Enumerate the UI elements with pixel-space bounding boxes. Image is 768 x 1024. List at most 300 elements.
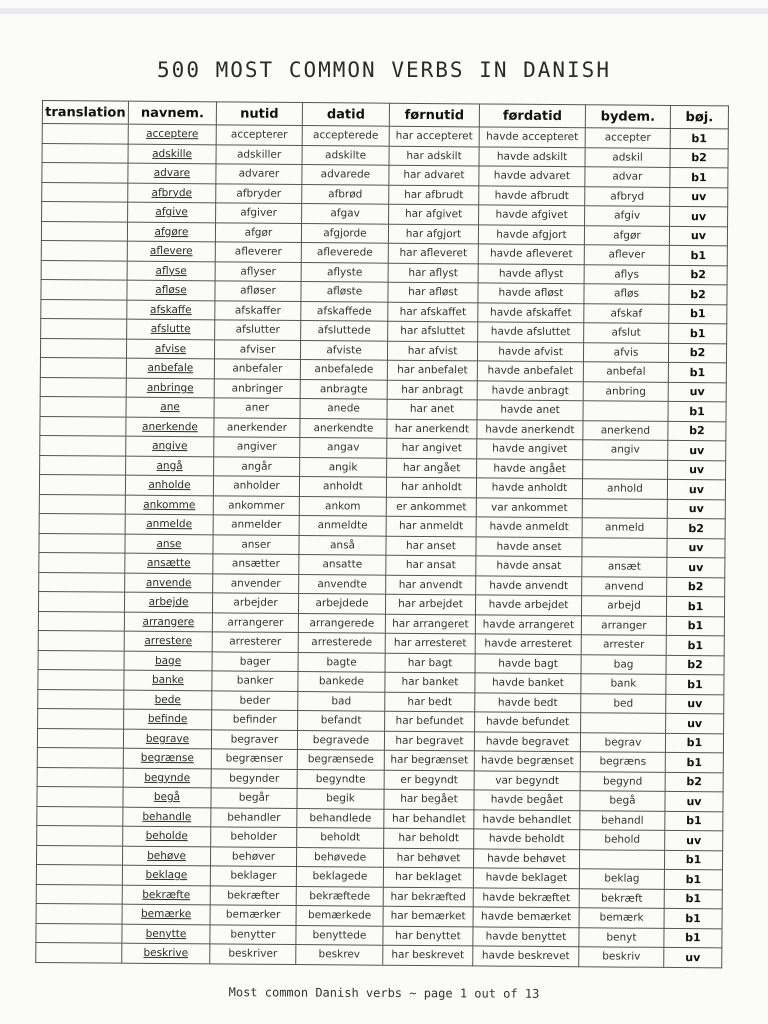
infinitive-cell: angå: [126, 456, 214, 476]
perfect-cell: har befundet: [385, 711, 475, 731]
perfect-cell: har anbefalet: [387, 360, 477, 380]
inflection-cell: b1: [664, 850, 722, 870]
translation-cell: [38, 650, 124, 670]
imperative-cell: afslut: [584, 323, 669, 343]
infinitive-cell: anholde: [125, 475, 213, 495]
present-cell: angiver: [214, 437, 300, 457]
perfect-cell: har anmeldt: [386, 516, 476, 536]
imperative-cell: anmeld: [582, 518, 667, 538]
inflection-cell: b2: [667, 577, 725, 597]
infinitive-cell: beklage: [122, 865, 210, 885]
infinitive-cell: befinde: [124, 709, 212, 729]
translation-cell: [39, 474, 125, 494]
translation-cell: [39, 494, 125, 514]
present-cell: afbryder: [216, 183, 302, 203]
pluperfect-cell: havde banket: [475, 673, 581, 693]
inflection-cell: b2: [666, 655, 724, 675]
present-cell: afløser: [215, 281, 301, 301]
infinitive-cell: afløse: [127, 280, 215, 300]
past-cell: beskrev: [296, 945, 383, 965]
header-navnem: navnem.: [128, 101, 216, 125]
imperative-cell: adskil: [585, 147, 670, 167]
translation-cell: [41, 279, 127, 299]
header-bydem: bydem.: [585, 105, 670, 129]
past-cell: beholdt: [297, 828, 384, 848]
translation-cell: [37, 806, 123, 826]
infinitive-cell: behandle: [123, 807, 211, 827]
present-cell: arresterer: [212, 632, 298, 652]
present-cell: behandler: [211, 807, 297, 827]
translation-cell: [36, 923, 122, 943]
imperative-cell: advar: [585, 167, 670, 187]
perfect-cell: har afgivet: [389, 204, 479, 224]
pluperfect-cell: havde afgivet: [479, 205, 585, 225]
past-cell: ansatte: [299, 555, 386, 575]
perfect-cell: har afvist: [387, 341, 477, 361]
past-cell: afløste: [301, 282, 388, 302]
past-cell: afviste: [300, 340, 387, 360]
present-cell: advarer: [216, 164, 302, 184]
imperative-cell: anvend: [582, 576, 667, 596]
infinitive-cell: afslutte: [127, 319, 215, 339]
infinitive-cell: angive: [126, 436, 214, 456]
imperative-cell: afgiv: [585, 206, 670, 226]
past-cell: bekræftede: [296, 886, 383, 906]
translation-cell: [38, 689, 124, 709]
pluperfect-cell: havde anet: [477, 400, 583, 420]
infinitive-cell: afbryde: [128, 183, 216, 203]
inflection-cell: uv: [667, 499, 725, 519]
perfect-cell: har angivet: [387, 438, 477, 458]
perfect-cell: har accepteret: [389, 126, 479, 146]
header-fordatid: førdatid: [479, 104, 585, 128]
translation-cell: [38, 591, 124, 611]
imperative-cell: afgør: [584, 225, 669, 245]
present-cell: afgør: [215, 222, 301, 242]
infinitive-cell: anmelde: [125, 514, 213, 534]
pluperfect-cell: havde advaret: [479, 166, 585, 186]
past-cell: ankom: [299, 496, 386, 516]
present-cell: befinder: [212, 710, 298, 730]
pluperfect-cell: havde anerkendt: [477, 419, 583, 439]
infinitive-cell: afskaffe: [127, 300, 215, 320]
past-cell: accepterede: [302, 126, 389, 146]
perfect-cell: har benyttet: [383, 926, 473, 946]
page-footer: Most common Danish verbs ~ page 1 out of 13: [228, 985, 540, 1001]
inflection-cell: uv: [667, 557, 725, 577]
imperative-cell: [583, 459, 668, 479]
imperative-cell: begynd: [580, 771, 665, 791]
inflection-cell: b1: [665, 733, 723, 753]
header-datid: datid: [302, 103, 389, 127]
translation-cell: [36, 884, 122, 904]
perfect-cell: har beholdt: [384, 828, 474, 848]
translation-cell: [37, 825, 123, 845]
translation-cell: [42, 163, 128, 183]
infinitive-cell: afvise: [126, 339, 214, 359]
imperative-cell: beklag: [579, 869, 664, 889]
inflection-cell: b1: [666, 596, 724, 616]
translation-cell: [36, 864, 122, 884]
perfect-cell: har begået: [384, 789, 474, 809]
imperative-cell: anhold: [582, 479, 667, 499]
inflection-cell: b1: [670, 128, 728, 148]
present-cell: afgiver: [216, 203, 302, 223]
perfect-cell: har behøvet: [383, 848, 473, 868]
translation-cell: [40, 357, 126, 377]
imperative-cell: benyt: [579, 927, 664, 947]
infinitive-cell: anvende: [125, 573, 213, 593]
translation-cell: [40, 377, 126, 397]
perfect-cell: har begravet: [384, 731, 474, 751]
imperative-cell: arrester: [581, 635, 666, 655]
past-cell: afleverede: [301, 243, 388, 263]
imperative-cell: arbejd: [581, 596, 666, 616]
translation-cell: [41, 221, 127, 241]
present-cell: anvender: [213, 573, 299, 593]
imperative-cell: afbryd: [585, 186, 670, 206]
present-cell: angår: [214, 456, 300, 476]
perfect-cell: har afsluttet: [388, 321, 478, 341]
inflection-cell: b1: [664, 889, 722, 909]
perfect-cell: har beskrevet: [383, 945, 473, 965]
present-cell: accepterer: [216, 125, 302, 145]
header-nutid: nutid: [216, 102, 302, 126]
header-fornutid: førnutid: [389, 103, 479, 127]
inflection-cell: b1: [668, 362, 726, 382]
present-cell: anbefaler: [214, 359, 300, 379]
inflection-cell: b2: [665, 772, 723, 792]
inflection-cell: b1: [666, 616, 724, 636]
inflection-cell: b1: [666, 674, 724, 694]
scan-edge: [0, 8, 768, 14]
infinitive-cell: anbringe: [126, 378, 214, 398]
perfect-cell: har anet: [387, 399, 477, 419]
present-cell: afslutter: [215, 320, 301, 340]
pluperfect-cell: havde anset: [476, 536, 582, 556]
translation-cell: [40, 435, 126, 455]
perfect-cell: har angået: [387, 458, 477, 478]
infinitive-cell: banke: [124, 670, 212, 690]
translation-cell: [41, 240, 127, 260]
perfect-cell: har bekræfted: [383, 887, 473, 907]
translation-cell: [36, 903, 122, 923]
inflection-cell: b1: [669, 323, 727, 343]
infinitive-cell: bage: [124, 651, 212, 671]
present-cell: ansætter: [213, 554, 299, 574]
page-title: 500 MOST COMMON VERBS IN DANISH: [157, 58, 611, 82]
past-cell: arrangerede: [298, 613, 385, 633]
infinitive-cell: arrestere: [124, 631, 212, 651]
pluperfect-cell: var begyndt: [474, 770, 580, 790]
infinitive-cell: afgøre: [127, 222, 215, 242]
present-cell: begraver: [211, 729, 297, 749]
present-cell: afleverer: [215, 242, 301, 262]
pluperfect-cell: havde bekræftet: [473, 887, 579, 907]
imperative-cell: aflys: [584, 264, 669, 284]
inflection-cell: b2: [669, 284, 727, 304]
past-cell: begrænsede: [297, 750, 384, 770]
inflection-cell: uv: [667, 538, 725, 558]
infinitive-cell: bekræfte: [122, 885, 210, 905]
perfect-cell: har banket: [385, 672, 475, 692]
infinitive-cell: ansætte: [125, 553, 213, 573]
past-cell: anså: [299, 535, 386, 555]
perfect-cell: har anvendt: [386, 575, 476, 595]
verb-table-body: [36, 124, 729, 968]
imperative-cell: angiv: [583, 440, 668, 460]
pluperfect-cell: havde beholdt: [474, 829, 580, 849]
past-cell: advarede: [302, 165, 389, 185]
infinitive-cell: ankomme: [125, 495, 213, 515]
perfect-cell: er begyndt: [384, 770, 474, 790]
translation-cell: [37, 747, 123, 767]
imperative-cell: bemærk: [579, 908, 664, 928]
inflection-cell: b2: [668, 343, 726, 363]
imperative-cell: aflever: [584, 245, 669, 265]
pluperfect-cell: havde begravet: [474, 731, 580, 751]
infinitive-cell: arrangere: [124, 612, 212, 632]
infinitive-cell: begå: [123, 787, 211, 807]
translation-cell: [39, 513, 125, 533]
imperative-cell: [579, 849, 664, 869]
verb-table: [35, 100, 729, 968]
past-cell: befandt: [298, 711, 385, 731]
past-cell: behandlede: [297, 808, 384, 828]
pluperfect-cell: havde anmeldt: [476, 517, 582, 537]
translation-cell: [39, 572, 125, 592]
infinitive-cell: advare: [128, 163, 216, 183]
infinitive-cell: begynde: [123, 768, 211, 788]
header-boj: bøj.: [670, 105, 728, 128]
perfect-cell: har anerkendt: [387, 419, 477, 439]
infinitive-cell: anse: [125, 534, 213, 554]
imperative-cell: behold: [580, 830, 665, 850]
pluperfect-cell: havde accepteret: [479, 127, 585, 147]
pluperfect-cell: havde befundet: [475, 712, 581, 732]
past-cell: anbragte: [300, 379, 387, 399]
perfect-cell: har afleveret: [388, 243, 478, 263]
translation-cell: [40, 416, 126, 436]
imperative-cell: behandl: [580, 810, 665, 830]
perfect-cell: har anholdt: [386, 477, 476, 497]
inflection-cell: uv: [665, 791, 723, 811]
present-cell: aner: [214, 398, 300, 418]
translation-cell: [38, 630, 124, 650]
inflection-cell: uv: [668, 460, 726, 480]
inflection-cell: uv: [664, 947, 722, 967]
inflection-cell: b1: [668, 401, 726, 421]
imperative-cell: bag: [581, 654, 666, 674]
inflection-cell: b2: [668, 421, 726, 441]
present-cell: begår: [211, 788, 297, 808]
translation-cell: [39, 552, 125, 572]
imperative-cell: bekræft: [579, 888, 664, 908]
imperative-cell: anbring: [583, 381, 668, 401]
past-cell: bagte: [298, 652, 385, 672]
present-cell: benytter: [210, 924, 296, 944]
perfect-cell: har afløst: [388, 282, 478, 302]
pluperfect-cell: havde anholdt: [476, 478, 582, 498]
perfect-cell: er ankommet: [386, 497, 476, 517]
present-cell: afskaffer: [215, 300, 301, 320]
present-cell: ankommer: [213, 495, 299, 515]
past-cell: arresterede: [298, 633, 385, 653]
perfect-cell: har ansat: [386, 555, 476, 575]
past-cell: afbrød: [302, 184, 389, 204]
imperative-cell: bank: [581, 674, 666, 694]
perfect-cell: har advaret: [389, 165, 479, 185]
pluperfect-cell: havde afløst: [478, 283, 584, 303]
translation-cell: [40, 455, 126, 475]
translation-cell: [41, 299, 127, 319]
translation-cell: [42, 124, 128, 144]
past-cell: benyttede: [296, 925, 383, 945]
imperative-cell: begrav: [580, 732, 665, 752]
pluperfect-cell: havde anbefalet: [477, 361, 583, 381]
past-cell: angik: [300, 457, 387, 477]
past-cell: afskaffede: [301, 301, 388, 321]
past-cell: anerkendte: [300, 418, 387, 438]
infinitive-cell: anbefale: [126, 358, 214, 378]
present-cell: arrangerer: [212, 612, 298, 632]
pluperfect-cell: havde begrænset: [474, 751, 580, 771]
translation-cell: [37, 728, 123, 748]
past-cell: bad: [298, 691, 385, 711]
perfect-cell: har anbragt: [387, 380, 477, 400]
pluperfect-cell: havde ansat: [476, 556, 582, 576]
perfect-cell: har arbejdet: [385, 594, 475, 614]
infinitive-cell: ane: [126, 397, 214, 417]
present-cell: anmelder: [213, 515, 299, 535]
translation-cell: [38, 611, 124, 631]
imperative-cell: ansæt: [582, 557, 667, 577]
past-cell: arbejdede: [298, 594, 385, 614]
pluperfect-cell: havde behandlet: [474, 809, 580, 829]
inflection-cell: b2: [669, 265, 727, 285]
perfect-cell: har bemærket: [383, 906, 473, 926]
pluperfect-cell: havde arbejdet: [475, 595, 581, 615]
past-cell: bemærkede: [296, 906, 383, 926]
present-cell: begrænser: [211, 749, 297, 769]
translation-cell: [42, 182, 128, 202]
infinitive-cell: beskrive: [122, 943, 210, 963]
infinitive-cell: beholde: [123, 826, 211, 846]
present-cell: beklager: [210, 866, 296, 886]
perfect-cell: har bagt: [385, 653, 475, 673]
past-cell: anvendte: [299, 574, 386, 594]
inflection-cell: uv: [669, 226, 727, 246]
infinitive-cell: anerkende: [126, 417, 214, 437]
translation-cell: [42, 143, 128, 163]
pluperfect-cell: havde bedt: [475, 692, 581, 712]
translation-cell: [41, 318, 127, 338]
imperative-cell: [581, 713, 666, 733]
inflection-cell: uv: [666, 713, 724, 733]
infinitive-cell: bemærke: [122, 904, 210, 924]
perfect-cell: har arresteret: [385, 633, 475, 653]
infinitive-cell: arbejde: [124, 592, 212, 612]
translation-cell: [38, 708, 124, 728]
infinitive-cell: adskille: [128, 144, 216, 164]
pluperfect-cell: havde afgjort: [478, 224, 584, 244]
pluperfect-cell: havde afleveret: [478, 244, 584, 264]
pluperfect-cell: havde afbrudt: [479, 185, 585, 205]
inflection-cell: uv: [667, 479, 725, 499]
translation-cell: [37, 786, 123, 806]
translation-cell: [37, 767, 123, 787]
past-cell: beklagede: [296, 867, 383, 887]
inflection-cell: b2: [670, 148, 728, 168]
past-cell: adskilte: [302, 145, 389, 165]
infinitive-cell: afgive: [128, 202, 216, 222]
pluperfect-cell: havde angået: [477, 458, 583, 478]
past-cell: begyndte: [297, 769, 384, 789]
pluperfect-cell: havde begået: [474, 790, 580, 810]
present-cell: bekræfter: [210, 885, 296, 905]
pluperfect-cell: havde arrangeret: [475, 614, 581, 634]
past-cell: afgav: [302, 204, 389, 224]
past-cell: anholdt: [299, 477, 386, 497]
inflection-cell: b1: [665, 752, 723, 772]
inflection-cell: uv: [666, 694, 724, 714]
present-cell: beder: [212, 690, 298, 710]
infinitive-cell: aflevere: [127, 241, 215, 261]
present-cell: anbringer: [214, 378, 300, 398]
inflection-cell: b2: [667, 518, 725, 538]
inflection-cell: uv: [668, 440, 726, 460]
translation-cell: [42, 202, 128, 222]
pluperfect-cell: havde beskrevet: [473, 946, 579, 966]
pluperfect-cell: havde behøvet: [473, 848, 579, 868]
present-cell: behøver: [210, 846, 296, 866]
past-cell: anbefalede: [300, 360, 387, 380]
present-cell: banker: [212, 671, 298, 691]
past-cell: anede: [300, 399, 387, 419]
present-cell: adskiller: [216, 144, 302, 164]
perfect-cell: har behandlet: [384, 809, 474, 829]
past-cell: afgjorde: [301, 223, 388, 243]
infinitive-cell: bede: [124, 690, 212, 710]
present-cell: beholder: [211, 827, 297, 847]
inflection-cell: b1: [664, 869, 722, 889]
infinitive-cell: aflyse: [127, 261, 215, 281]
translation-cell: [36, 942, 122, 962]
present-cell: beskriver: [210, 944, 296, 964]
imperative-cell: [582, 537, 667, 557]
past-cell: begik: [297, 789, 384, 809]
imperative-cell: [583, 401, 668, 421]
translation-cell: [40, 338, 126, 358]
pluperfect-cell: havde afskaffet: [478, 302, 584, 322]
imperative-cell: [582, 498, 667, 518]
infinitive-cell: benytte: [122, 924, 210, 944]
present-cell: anerkender: [214, 417, 300, 437]
perfect-cell: har anset: [386, 536, 476, 556]
translation-cell: [39, 533, 125, 553]
past-cell: anmeldte: [299, 516, 386, 536]
pluperfect-cell: havde bagt: [475, 653, 581, 673]
past-cell: aflyste: [301, 262, 388, 282]
pluperfect-cell: havde adskilt: [479, 146, 585, 166]
present-cell: afviser: [214, 339, 300, 359]
pluperfect-cell: havde benyttet: [473, 926, 579, 946]
translation-cell: [38, 669, 124, 689]
present-cell: arbejder: [212, 593, 298, 613]
infinitive-cell: acceptere: [128, 124, 216, 144]
pluperfect-cell: havde anbragt: [477, 380, 583, 400]
pluperfect-cell: havde beklaget: [473, 868, 579, 888]
